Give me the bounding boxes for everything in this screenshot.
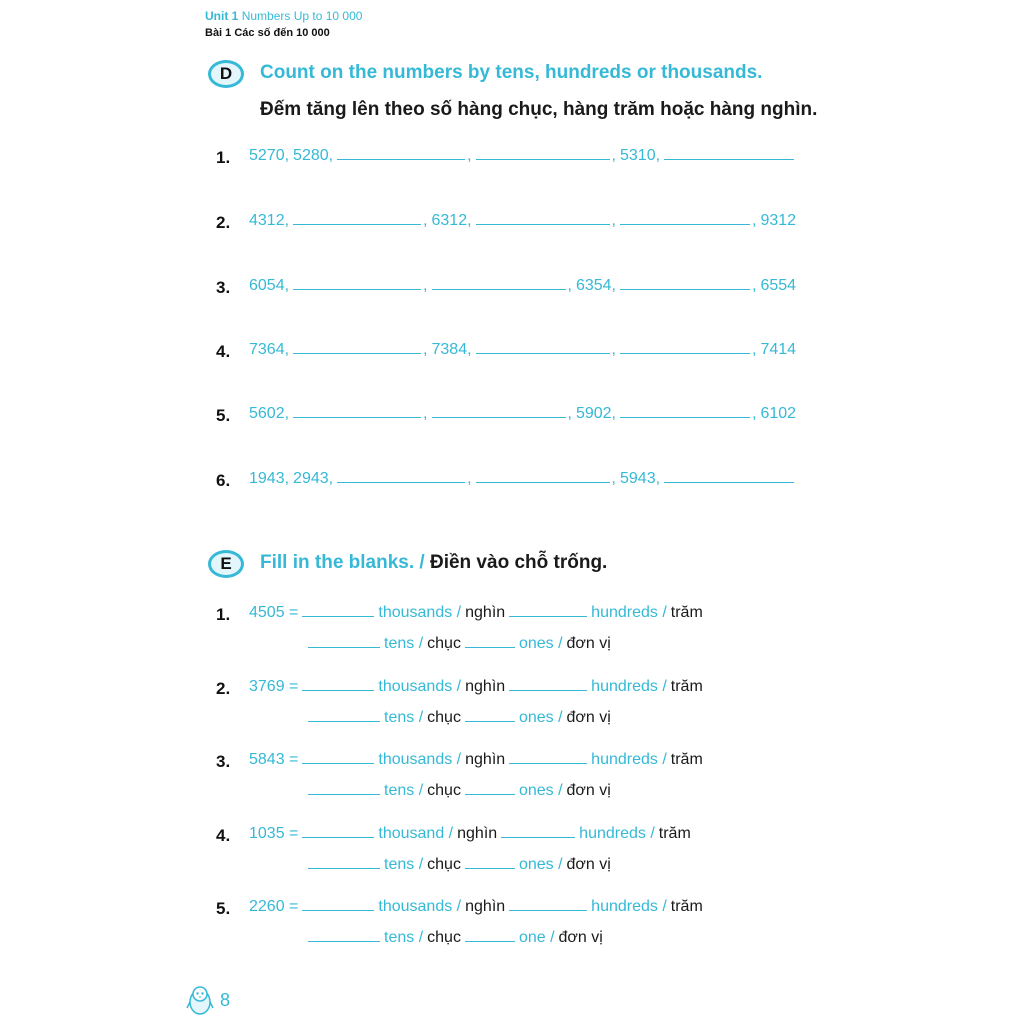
section-d-item-number: 3. [216, 278, 231, 297]
section-e-item-number: 5. [216, 899, 231, 918]
sequence-number: 5270, [249, 147, 290, 164]
place-value-number: 2260 = [249, 898, 299, 915]
thousands-label-vi: nghìn [465, 678, 506, 695]
tens-blank[interactable] [308, 793, 380, 795]
ones-label-en: one / [518, 929, 555, 946]
separator-comma: , [611, 341, 616, 358]
sequence-number: 5280, [293, 147, 334, 164]
separator-comma: , [752, 341, 757, 358]
separator-comma: , [423, 405, 428, 422]
ones-label-vi: đơn vị [566, 709, 611, 726]
thousands-label-vi: nghìn [457, 825, 498, 842]
section-e-title-vi: Điền vào chỗ trống. [429, 552, 608, 573]
section-e-item-number: 3. [216, 752, 231, 771]
thousands-label-vi: nghìn [465, 604, 506, 621]
hundreds-label-en: hundreds / [591, 604, 667, 621]
thousands-label-en: thousands / [378, 604, 462, 621]
separator-comma: , [423, 277, 428, 294]
thousands-label-vi: nghìn [465, 898, 506, 915]
answer-blank[interactable] [432, 288, 566, 290]
separator-comma: , [611, 212, 616, 229]
hundreds-label-en: hundreds / [591, 751, 667, 768]
answer-blank[interactable] [293, 416, 421, 418]
separator-comma: , [467, 147, 472, 164]
section-e-item-line2 [308, 709, 611, 727]
section-e-badge [208, 550, 244, 578]
answer-blank[interactable] [664, 481, 794, 483]
ones-label-en: ones / [518, 709, 563, 726]
thousands-blank[interactable] [302, 762, 374, 764]
answer-blank[interactable] [293, 288, 421, 290]
tens-label-en: tens / [384, 709, 424, 726]
sequence-number: 7414 [760, 341, 797, 358]
section-e-item-line2 [308, 856, 611, 874]
thousands-blank[interactable] [302, 836, 374, 838]
ones-blank[interactable] [465, 646, 515, 648]
lesson-title: Bài 1 Các số đến 10 000 [205, 27, 330, 39]
tens-label-en: tens / [384, 782, 424, 799]
hundreds-label-en: hundreds / [579, 825, 655, 842]
thousands-label-en: thousands / [378, 898, 462, 915]
ones-blank[interactable] [465, 793, 515, 795]
hundreds-label-vi: trăm [670, 898, 703, 915]
tens-label-vi: chục [427, 782, 461, 799]
answer-blank[interactable] [293, 223, 421, 225]
section-e-item-line1 [249, 678, 703, 696]
answer-blank[interactable] [476, 352, 610, 354]
section-d-item-row [249, 147, 795, 165]
hundreds-label-vi: trăm [670, 678, 703, 695]
unit-header [205, 9, 362, 23]
answer-blank[interactable] [337, 158, 465, 160]
thousands-blank[interactable] [302, 909, 374, 911]
section-e-title-en: Fill in the blanks. / [260, 552, 425, 573]
separator-comma: , [752, 405, 757, 422]
answer-blank[interactable] [620, 223, 750, 225]
thousands-label-en: thousands / [378, 751, 462, 768]
place-value-number: 5843 = [249, 751, 299, 768]
separator-comma: , [423, 212, 428, 229]
tens-label-vi: chục [427, 635, 461, 652]
hundreds-blank[interactable] [509, 762, 587, 764]
sequence-number: 6554 [760, 277, 797, 294]
sequence-number: 4312, [249, 212, 290, 229]
ones-label-en: ones / [518, 635, 563, 652]
ones-label-en: ones / [518, 856, 563, 873]
page-number: 8 [220, 990, 231, 1010]
section-e-item-number: 4. [216, 826, 231, 845]
answer-blank[interactable] [337, 481, 465, 483]
sequence-number: 5943, [620, 470, 661, 487]
section-e-item-line2 [308, 782, 611, 800]
hundreds-blank[interactable] [509, 689, 587, 691]
hundreds-label-vi: trăm [658, 825, 691, 842]
thousands-blank[interactable] [302, 689, 374, 691]
section-e-item-number: 2. [216, 679, 231, 698]
unit-title: Numbers Up to 10 000 [241, 9, 363, 23]
answer-blank[interactable] [620, 416, 750, 418]
thousands-label-en: thousand / [378, 825, 454, 842]
separator-comma: , [567, 405, 572, 422]
section-d-letter: D [219, 64, 233, 83]
tens-blank[interactable] [308, 940, 380, 942]
penguin-icon [186, 984, 214, 1016]
answer-blank[interactable] [432, 416, 566, 418]
ones-blank[interactable] [465, 867, 515, 869]
sequence-number: 5602, [249, 405, 290, 422]
section-e-title [260, 552, 607, 574]
unit-prefix: Unit 1 [205, 9, 239, 23]
hundreds-label-en: hundreds / [591, 678, 667, 695]
section-d-item-number: 6. [216, 471, 231, 490]
ones-label-en: ones / [518, 782, 563, 799]
tens-blank[interactable] [308, 867, 380, 869]
section-d-item-number: 2. [216, 213, 231, 232]
section-d-item-number: 1. [216, 148, 231, 167]
tens-label-vi: chục [427, 709, 461, 726]
answer-blank[interactable] [664, 158, 794, 160]
sequence-number: 5310, [620, 147, 661, 164]
hundreds-label-en: hundreds / [591, 898, 667, 915]
sequence-number: 6312, [431, 212, 472, 229]
section-d-item-row [249, 277, 796, 295]
thousands-label-en: thousands / [378, 678, 462, 695]
tens-blank[interactable] [308, 720, 380, 722]
answer-blank[interactable] [476, 223, 610, 225]
tens-label-en: tens / [384, 635, 424, 652]
place-value-number: 4505 = [249, 604, 299, 621]
separator-comma: , [567, 277, 572, 294]
hundreds-blank[interactable] [509, 909, 587, 911]
section-d-item-number: 5. [216, 406, 231, 425]
tens-label-en: tens / [384, 929, 424, 946]
thousands-label-vi: nghìn [465, 751, 506, 768]
tens-label-en: tens / [384, 856, 424, 873]
separator-comma: , [611, 470, 616, 487]
ones-label-vi: đơn vị [566, 782, 611, 799]
separator-comma: , [752, 277, 757, 294]
tens-label-vi: chục [427, 929, 461, 946]
section-d-item-row [249, 405, 796, 423]
tens-blank[interactable] [308, 646, 380, 648]
hundreds-blank[interactable] [501, 836, 575, 838]
thousands-blank[interactable] [302, 615, 374, 617]
place-value-number: 3769 = [249, 678, 299, 695]
sequence-number: 7384, [431, 341, 472, 358]
ones-blank[interactable] [465, 940, 515, 942]
answer-blank[interactable] [620, 352, 750, 354]
sequence-number: 7364, [249, 341, 290, 358]
sequence-number: 1943, [249, 470, 290, 487]
separator-comma: , [467, 470, 472, 487]
section-e-item-line1 [249, 604, 703, 622]
separator-comma: , [752, 212, 757, 229]
section-d-item-row [249, 470, 795, 488]
place-value-number: 1035 = [249, 825, 299, 842]
section-e-item-line1 [249, 898, 703, 916]
tens-label-vi: chục [427, 856, 461, 873]
section-e-item-line2 [308, 929, 603, 947]
answer-blank[interactable] [620, 288, 750, 290]
section-d-title-en: Count on the numbers by tens, hundreds or thousands. [260, 62, 763, 83]
hundreds-label-vi: trăm [670, 604, 703, 621]
separator-comma: , [423, 341, 428, 358]
section-d-title-vi: Đếm tăng lên theo số hàng chục, hàng trăm hoặc hàng nghìn. [260, 99, 818, 120]
section-e-item-number: 1. [216, 605, 231, 624]
separator-comma: , [611, 147, 616, 164]
section-d-badge [208, 60, 244, 88]
section-e-item-line1 [249, 751, 703, 769]
answer-blank[interactable] [293, 352, 421, 354]
sequence-number: 2943, [293, 470, 334, 487]
section-e-item-line1 [249, 825, 691, 843]
section-d-item-row [249, 341, 796, 359]
section-e-letter: E [220, 554, 232, 573]
sequence-number: 5902, [575, 405, 616, 422]
section-d-item-row [249, 212, 796, 230]
section-e-item-line2 [308, 635, 611, 653]
section-d-item-number: 4. [216, 342, 231, 361]
sequence-number: 6102 [760, 405, 797, 422]
hundreds-blank[interactable] [509, 615, 587, 617]
ones-label-vi: đơn vị [566, 856, 611, 873]
ones-blank[interactable] [465, 720, 515, 722]
sequence-number: 9312 [760, 212, 797, 229]
answer-blank[interactable] [476, 158, 610, 160]
ones-label-vi: đơn vị [566, 635, 611, 652]
hundreds-label-vi: trăm [670, 751, 703, 768]
sequence-number: 6354, [575, 277, 616, 294]
ones-label-vi: đơn vị [558, 929, 603, 946]
answer-blank[interactable] [476, 481, 610, 483]
sequence-number: 6054, [249, 277, 290, 294]
